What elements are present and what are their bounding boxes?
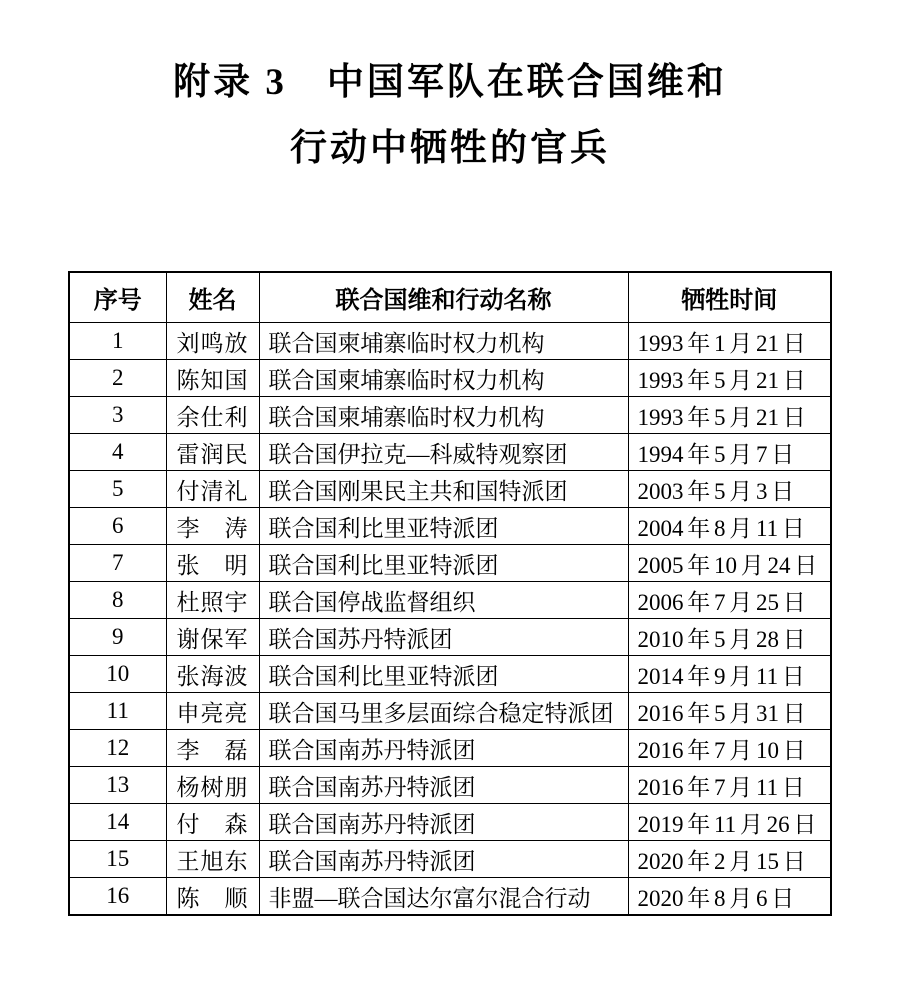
cell-mission: 联合国南苏丹特派团 — [259, 841, 628, 878]
cell-date: 1993 年 5 月 21 日 — [628, 360, 831, 397]
casualties-table — [68, 271, 832, 916]
cell-name: 雷润民 — [166, 434, 259, 471]
cell-mission: 联合国南苏丹特派团 — [259, 804, 628, 841]
cell-name: 谢保军 — [166, 619, 259, 656]
cell-date: 2016 年 7 月 11 日 — [628, 767, 831, 804]
page-title-line2: 行动中牺牲的官兵 — [290, 128, 610, 169]
cell-date: 2016 年 5 月 31 日 — [628, 693, 831, 730]
cell-mission: 非盟—联合国达尔富尔混合行动 — [259, 878, 628, 916]
cell-mission: 联合国停战监督组织 — [259, 582, 628, 619]
cell-name: 杜照宇 — [166, 582, 259, 619]
cell-mission: 联合国南苏丹特派团 — [259, 767, 628, 804]
table-row — [69, 767, 831, 804]
cell-name: 李 涛 — [166, 508, 259, 545]
cell-serial: 7 — [69, 545, 166, 582]
table-header-row — [69, 272, 831, 323]
cell-serial: 13 — [69, 767, 166, 804]
cell-date: 2006 年 7 月 25 日 — [628, 582, 831, 619]
cell-name: 申亮亮 — [166, 693, 259, 730]
cell-mission: 联合国利比里亚特派团 — [259, 508, 628, 545]
table-row — [69, 656, 831, 693]
table-row — [69, 323, 831, 360]
cell-serial: 11 — [69, 693, 166, 730]
cell-serial: 12 — [69, 730, 166, 767]
cell-serial: 16 — [69, 878, 166, 916]
table-row — [69, 730, 831, 767]
cell-serial: 1 — [69, 323, 166, 360]
cell-date: 2014 年 9 月 11 日 — [628, 656, 831, 693]
cell-mission: 联合国苏丹特派团 — [259, 619, 628, 656]
cell-mission: 联合国伊拉克—科威特观察团 — [259, 434, 628, 471]
table-body — [69, 323, 831, 916]
cell-date: 2020 年 8 月 6 日 — [628, 878, 831, 916]
table-row — [69, 397, 831, 434]
table-row — [69, 508, 831, 545]
cell-serial: 4 — [69, 434, 166, 471]
cell-mission: 联合国南苏丹特派团 — [259, 730, 628, 767]
cell-name: 陈 顺 — [166, 878, 259, 916]
cell-mission: 联合国利比里亚特派团 — [259, 656, 628, 693]
cell-serial: 6 — [69, 508, 166, 545]
cell-mission: 联合国柬埔寨临时权力机构 — [259, 360, 628, 397]
col-header-name: 姓名 — [166, 272, 259, 323]
cell-date: 2004 年 8 月 11 日 — [628, 508, 831, 545]
page-title-line1: 附录 3 中国军队在联合国维和 — [173, 62, 727, 103]
cell-date: 2020 年 2 月 15 日 — [628, 841, 831, 878]
cell-date: 2016 年 7 月 10 日 — [628, 730, 831, 767]
cell-mission: 联合国刚果民主共和国特派团 — [259, 471, 628, 508]
cell-date: 1994 年 5 月 7 日 — [628, 434, 831, 471]
table-row — [69, 619, 831, 656]
cell-name: 陈知国 — [166, 360, 259, 397]
cell-serial: 3 — [69, 397, 166, 434]
table-row — [69, 804, 831, 841]
cell-name: 刘鸣放 — [166, 323, 259, 360]
cell-date: 2010 年 5 月 28 日 — [628, 619, 831, 656]
page-title — [0, 50, 900, 182]
cell-name: 余仕利 — [166, 397, 259, 434]
cell-date: 2005 年 10 月 24 日 — [628, 545, 831, 582]
cell-serial: 14 — [69, 804, 166, 841]
cell-serial: 10 — [69, 656, 166, 693]
cell-serial: 15 — [69, 841, 166, 878]
cell-name: 杨树朋 — [166, 767, 259, 804]
col-header-date: 牺牲时间 — [628, 272, 831, 323]
cell-name: 李 磊 — [166, 730, 259, 767]
cell-date: 2019 年 11 月 26 日 — [628, 804, 831, 841]
cell-mission: 联合国马里多层面综合稳定特派团 — [259, 693, 628, 730]
cell-name: 付 森 — [166, 804, 259, 841]
cell-name: 张 明 — [166, 545, 259, 582]
cell-name: 付清礼 — [166, 471, 259, 508]
col-header-serial: 序号 — [69, 272, 166, 323]
cell-date: 2003 年 5 月 3 日 — [628, 471, 831, 508]
table-row — [69, 545, 831, 582]
table-row — [69, 878, 831, 916]
table-row — [69, 693, 831, 730]
cell-date: 1993 年 1 月 21 日 — [628, 323, 831, 360]
cell-name: 王旭东 — [166, 841, 259, 878]
cell-serial: 5 — [69, 471, 166, 508]
col-header-mission: 联合国维和行动名称 — [259, 272, 628, 323]
cell-mission: 联合国柬埔寨临时权力机构 — [259, 397, 628, 434]
table-row — [69, 582, 831, 619]
table-row — [69, 360, 831, 397]
table-row — [69, 471, 831, 508]
cell-serial: 2 — [69, 360, 166, 397]
cell-serial: 9 — [69, 619, 166, 656]
cell-mission: 联合国柬埔寨临时权力机构 — [259, 323, 628, 360]
table-row — [69, 841, 831, 878]
cell-serial: 8 — [69, 582, 166, 619]
table-row — [69, 434, 831, 471]
cell-date: 1993 年 5 月 21 日 — [628, 397, 831, 434]
cell-name: 张海波 — [166, 656, 259, 693]
cell-mission: 联合国利比里亚特派团 — [259, 545, 628, 582]
